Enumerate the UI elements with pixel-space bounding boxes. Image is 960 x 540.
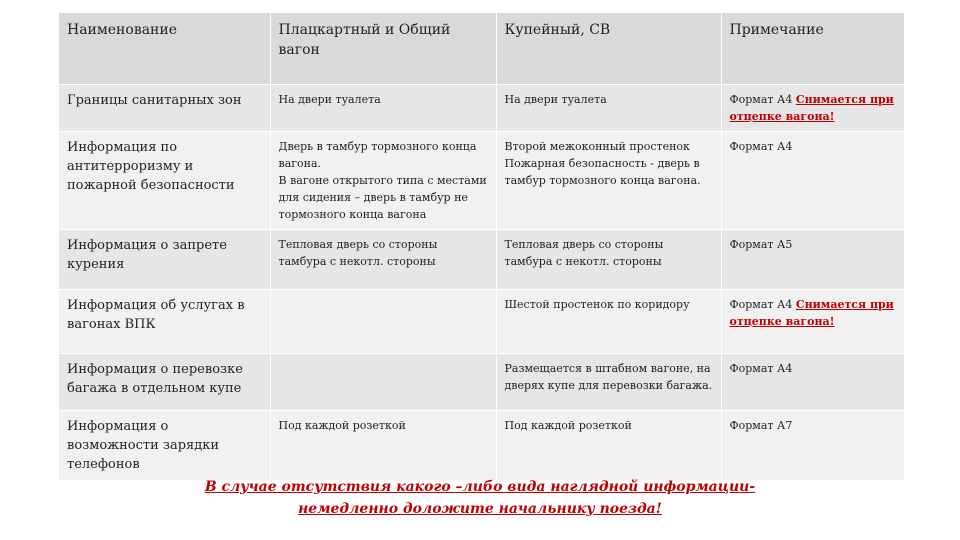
table-row <box>59 84 904 131</box>
row-note-cell <box>721 410 904 480</box>
row-name-cell: Информация о перевозке багажа в отдельном купе <box>59 353 270 410</box>
note-format-text: Формат А5 <box>729 237 793 251</box>
row-platskart-cell: Тепловая дверь со стороны тамбура с некотл. стороны <box>270 229 496 289</box>
table-row <box>59 229 904 289</box>
report-instruction-line-2: немедленно доложите начальнику поезда! <box>298 501 662 517</box>
note-format-text: Формат А4 <box>729 92 796 106</box>
row-note-cell <box>721 229 904 289</box>
row-name-cell: Информация о возможности зарядки телефонов <box>59 410 270 480</box>
table-row <box>59 353 904 410</box>
row-name-cell: Информация о запрете курения <box>59 229 270 289</box>
header-cell-note: Примечание <box>721 13 904 84</box>
table-row <box>59 289 904 353</box>
report-instruction <box>180 476 780 520</box>
info-table <box>59 13 905 481</box>
header-cell-platskart: Плацкартный и Общий вагон <box>270 13 496 84</box>
note-format-text: Формат А7 <box>729 418 793 432</box>
row-platskart-cell: Под каждой розеткой <box>270 410 496 480</box>
row-note-cell <box>721 353 904 410</box>
row-kupe-cell: Размещается в штабном вагоне, на дверях купе для перевозки багажа. <box>496 353 721 410</box>
row-kupe-cell: Шестой простенок по коридору <box>496 289 721 353</box>
table-row <box>59 131 904 229</box>
detach-warning-text: Снимается при отцепке вагона! <box>729 297 894 328</box>
row-platskart-cell <box>270 289 496 353</box>
row-note-cell <box>721 131 904 229</box>
row-platskart-cell <box>270 353 496 410</box>
row-kupe-cell: На двери туалета <box>496 84 721 131</box>
row-name-cell: Информация по антитерроризму и пожарной безопасности <box>59 131 270 229</box>
note-format-text: Формат А4 <box>729 139 793 153</box>
row-name-cell: Информация об услугах в вагонах ВПК <box>59 289 270 353</box>
row-kupe-cell: Тепловая дверь со стороны тамбура с некотл. стороны <box>496 229 721 289</box>
row-note-cell <box>721 84 904 131</box>
note-format-text: Формат А4 <box>729 297 796 311</box>
row-kupe-cell: Второй межоконный простенок Пожарная безопасность - дверь в тамбур тормозного конца вагона. <box>496 131 721 229</box>
header-cell-kupe: Купейный, СВ <box>496 13 721 84</box>
header-cell-name: Наименование <box>59 13 270 84</box>
note-format-text: Формат А4 <box>729 361 793 375</box>
report-instruction-line-1: В случае отсутствия какого –либо вида наглядной информации- <box>204 479 756 495</box>
detach-warning-text: Снимается при отцепке вагона! <box>729 92 894 123</box>
row-kupe-cell: Под каждой розеткой <box>496 410 721 480</box>
row-note-cell <box>721 289 904 353</box>
row-name-cell: Границы санитарных зон <box>59 84 270 131</box>
row-platskart-cell: Дверь в тамбур тормозного конца вагона. В вагоне открытого типа с местами для сидения – дверь в тамбур не тормозного конца вагона <box>270 131 496 229</box>
row-platskart-cell: На двери туалета <box>270 84 496 131</box>
table-header-row <box>59 13 904 84</box>
table-row <box>59 410 904 480</box>
